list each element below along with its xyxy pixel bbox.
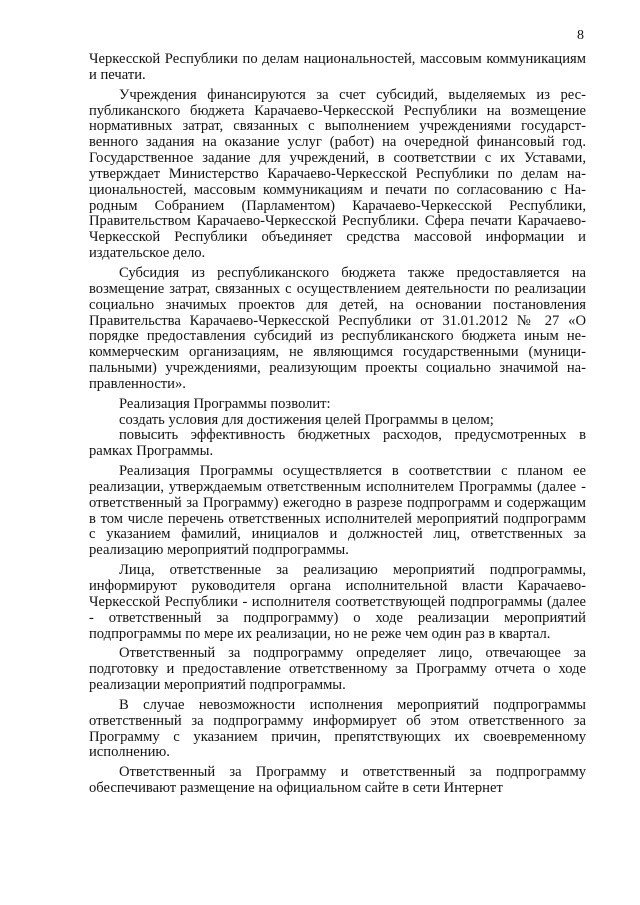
paragraph-impossibility: В случае невозможности исполнения мероприятий подпрограммы ответственный за подпрограмму информирует об этом ответственного за Программу с указанием причин, препятствующих их своевременному исполнению. [89,696,586,761]
paragraph-website-publication: Ответственный за Программу и ответственный за подпрограмму обеспечивают размещение на официальном сайте в сети Интернет [89,764,586,797]
paragraph-financing: Учреждения финансируются за счет субсидий, выделяемых из республиканского бюджета Карачаево-Черкесской Республики на возмещение нормативных затрат, связанных с выполнением учреждениями государственного задания на оказание услуг (работ) на очередной финансовый год. Государственное задание для учреждений, в соответствии с их Уставами, утверждает Министерство Карачаево-Черкесской Республики по делам национальностей, массовым коммуникациям и печати по согласованию с Народным Собранием (Парламентом) Карачаево-Черкесской Республики, Правительством Карачаево-Черкесской Республики. Сфера печати Карачаево-Черкесской Республики объединяет средства массовой информации и издательское дело. [89,86,586,262]
paragraph-continuation: Черкесской Республики по делам национальностей, массовым коммуникациям и печати. [89,51,586,83]
paragraph-report-preparation: Ответственный за подпрограмму определяет лицо, отвечающее за подготовку и предоставление ответственному за Программу отчета о ходе реализации мероприятий подпрограммы. [89,645,586,694]
paragraph-subsidy: Субсидия из республиканского бюджета также предоставляется на возмещение затрат, связанных с осуществлением деятельности по реализации социально значимых проектов для детей, на основании постановления Правительства Карачаево-Черкесской Республики от 31.01.2012 № 27 «О порядке предоставления субсидий из республиканского бюджета иным некоммерческим организациям, не являющимся государственными (муниципальными) учреждениями, реализующим проекты социально значимой направленности». [89,264,586,392]
paragraph-implementation-plan: Реализация Программы осуществляется в соответствии с планом ее реализации, утверждаемым ответственным исполнителем Программы (далее - ответственный за Программу) ежегодно в разрезе подпрограмм и содержащим в том числе перечень ответственных исполнителей мероприятий подпрограмм с указанием фамилий, инициалов и должностей лиц, ответственных за реализацию мероприятий подпрограммы. [89,463,586,559]
paragraph-program-allows: Реализация Программы позволит: [119,395,331,412]
list-item-conditions: создать условия для достижения целей Программы в целом; [119,411,494,428]
document-body [89,52,586,801]
list-item-efficiency: повысить эффективность бюджетных расходов, предусмотренных в рамках Программы. [89,427,586,460]
page-number: 8 [577,28,584,43]
paragraph-responsible-persons: Лица, ответственные за реализацию мероприятий подпрограммы, информируют руководителя органа исполнительной власти Карачаево-Черкесской Республики - исполнителя соответствующей подпрограммы (далее - ответственный за подпрограмму) о ходе реализации мероприятий подпрограммы по мере их реализации, но не реже чем один раз в квартал. [89,562,586,642]
